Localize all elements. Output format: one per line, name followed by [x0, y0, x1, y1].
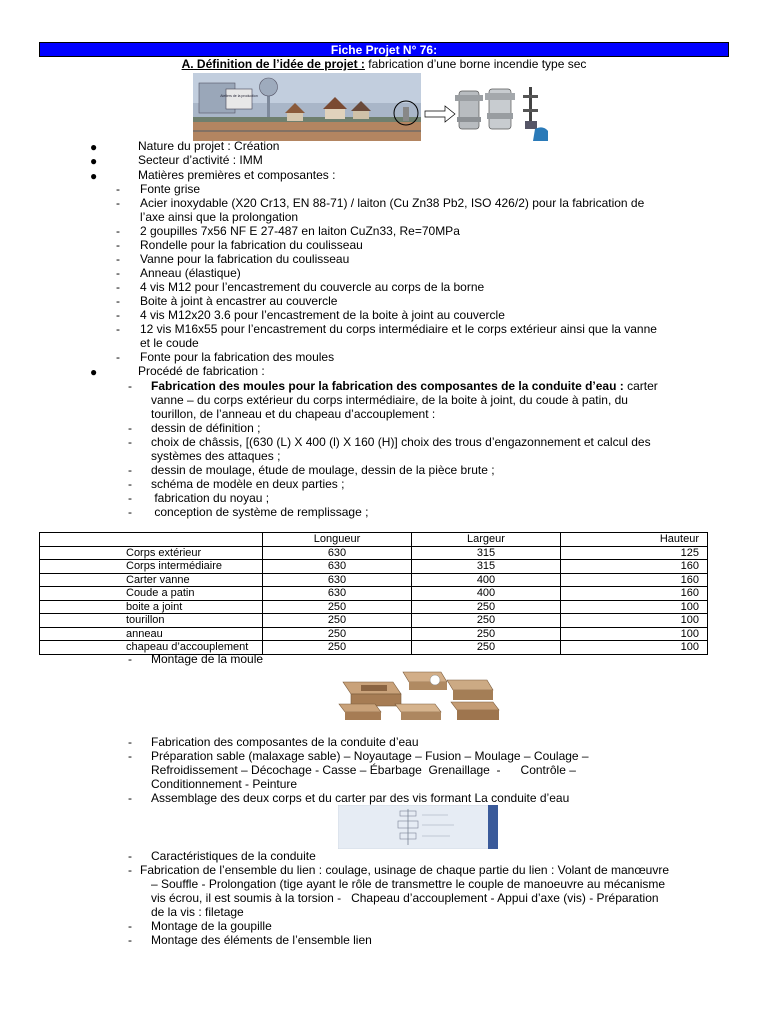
table-cell: 250 — [263, 627, 412, 641]
list-item: systèmes des attaques ; — [151, 449, 281, 463]
table-cell: boite a joint — [40, 600, 263, 614]
table-cell: 250 — [263, 600, 412, 614]
dash-marker: - — [128, 463, 132, 477]
list-item: Préparation sable (malaxage sable) – Noyautage – Fusion – Moulage – Coulage – — [151, 749, 589, 763]
dash-marker: - — [128, 491, 132, 505]
list-item: conception de système de remplissage ; — [151, 505, 369, 519]
dash-marker: - — [116, 266, 120, 280]
list-item: Vanne pour la fabrication du coulisseau — [140, 252, 350, 266]
table-cell: 400 — [412, 573, 561, 587]
list-item: schéma de modèle en deux parties ; — [151, 477, 345, 491]
list-item: Matières premières et composantes : — [138, 168, 336, 182]
mould-illustration — [335, 664, 503, 722]
table-header — [40, 533, 263, 547]
table-row — [40, 587, 708, 601]
table-cell: 630 — [263, 546, 412, 560]
list-item: Refroidissement – Décochage - Casse – Ébarbage Grenaillage - Contrôle – — [151, 763, 576, 777]
dash-marker: - — [116, 224, 120, 238]
table-cell: 630 — [263, 573, 412, 587]
table-cell: 100 — [561, 627, 708, 641]
list-item: Montage des éléments de l’ensemble lien — [151, 933, 372, 947]
table-row — [40, 560, 708, 574]
dash-marker: - — [116, 182, 120, 196]
bullet-marker: ● — [90, 154, 98, 168]
list-item: fabrication du noyau ; — [151, 491, 270, 505]
table-cell: 250 — [412, 614, 561, 628]
page-title: Fiche Projet N° 76: — [39, 42, 729, 57]
table-cell: 160 — [561, 573, 708, 587]
table-cell: 100 — [561, 600, 708, 614]
table-cell: 100 — [561, 641, 708, 655]
dash-marker: - — [128, 919, 132, 933]
table-cell: 400 — [412, 587, 561, 601]
table-cell: 630 — [263, 560, 412, 574]
list-item: Montage de la moule — [151, 652, 264, 666]
list-item: Fonte pour la fabrication des moules — [140, 350, 335, 364]
list-item: et le coude — [140, 336, 199, 350]
list-item: choix de châssis, [(630 (L) X 400 (l) X 160 (H)] choix des trous d’engazonnement et calcul des — [151, 435, 651, 449]
bullet-marker: ● — [90, 169, 98, 183]
list-item: Caractéristiques de la conduite — [151, 849, 316, 863]
assembly-drawing — [338, 805, 498, 849]
list-item: Boite à joint à encastrer au couvercle — [140, 294, 338, 308]
table-cell: chapeau d’accouplement — [40, 641, 263, 655]
dash-marker: - — [116, 280, 120, 294]
list-item: – Souffle - Prolongation (tige ayant le rôle de transmettre le couple de manoeuvre au mécanisme — [151, 877, 666, 891]
dash-marker: - — [116, 294, 120, 308]
list-item: Nature du projet : Création — [138, 139, 280, 153]
table-row — [40, 614, 708, 628]
list-item: Secteur d’activité : IMM — [138, 153, 263, 167]
list-item: 2 goupilles 7x56 NF E 27-487 en laiton CuZn33, Re=70MPa — [140, 224, 460, 238]
borne-illustration — [193, 73, 548, 141]
table-cell: 315 — [412, 560, 561, 574]
list-item: l’axe ainsi que la prolongation — [140, 210, 299, 224]
list-item: Assemblage des deux corps et du carter par des vis formant La conduite d’eau — [151, 791, 570, 805]
table-cell: 160 — [561, 560, 708, 574]
list-item: dessin de définition ; — [151, 421, 261, 435]
list-item: vanne – du corps extérieur du corps intermédiaire, de la boite à joint, du coude à patin, du — [151, 393, 628, 407]
table-cell: Coude a patin — [40, 587, 263, 601]
process-lead-rest: carter — [623, 379, 658, 393]
list-item: Acier inoxydable (X20 Cr13, EN 88-71) / laiton (Cu Zn38 Pb2, ISO 426/2) pour la fabrication de — [140, 196, 645, 210]
list-item: Fabrication des composantes de la conduite d’eau — [151, 735, 419, 749]
dash-marker: - — [116, 252, 120, 266]
dash-marker: - — [128, 435, 132, 449]
list-item: Procédé de fabrication : — [138, 364, 265, 378]
dash-marker: - — [128, 477, 132, 491]
table-row — [40, 627, 708, 641]
dash-marker: - — [116, 322, 120, 336]
list-item: dessin de moulage, étude de moulage, dessin de la pièce brute ; — [151, 463, 495, 477]
table-cell: 160 — [561, 587, 708, 601]
table-cell: Corps intermédiaire — [40, 560, 263, 574]
list-item: vis écrou, il est soumis à la torsion - Chapeau d’accouplement - Appui d’axe (vis) - Préparation — [151, 891, 659, 905]
bullet-marker: ● — [90, 140, 98, 154]
dash-marker: - — [128, 863, 132, 877]
list-item: Montage de la goupille — [151, 919, 272, 933]
process-lead — [151, 380, 658, 394]
dash-marker: - — [128, 505, 132, 519]
table-header-row — [40, 533, 708, 547]
dash-marker: - — [128, 379, 132, 393]
table-cell: anneau — [40, 627, 263, 641]
table-cell: 125 — [561, 546, 708, 560]
heading-label: A. Définition de l’idée de projet : — [181, 57, 365, 71]
dimensions-table — [39, 532, 708, 655]
dash-marker: - — [128, 933, 132, 947]
table-row — [40, 546, 708, 560]
list-item: Anneau (élastique) — [140, 266, 241, 280]
dash-marker: - — [116, 238, 120, 252]
heading-text: fabrication d’une borne incendie type sec — [364, 57, 587, 71]
process-lead-bold: Fabrication des moules pour la fabrication des composantes de la conduite d’eau : — [151, 379, 624, 393]
list-item: 12 vis M16x55 pour l’encastrement du corps intermédiaire et le corps extérieur ainsi que la vanne — [140, 322, 657, 336]
list-item: Rondelle pour la fabrication du coulisseau — [140, 238, 363, 252]
dash-marker: - — [128, 421, 132, 435]
section-heading — [0, 58, 768, 72]
table-cell: Corps extérieur — [40, 546, 263, 560]
dash-marker: - — [116, 196, 120, 210]
dash-marker: - — [116, 350, 120, 364]
table-cell: 630 — [263, 587, 412, 601]
sign-text: Ateliers de la production — [220, 94, 258, 98]
table-row — [40, 600, 708, 614]
table-cell: Carter vanne — [40, 573, 263, 587]
table-cell: 315 — [412, 546, 561, 560]
table-header: Hauteur — [561, 533, 708, 547]
table-cell: 250 — [412, 600, 561, 614]
table-header: Longueur — [263, 533, 412, 547]
list-item: Fabrication de l’ensemble du lien : coulage, usinage de chaque partie du lien : Volant de manœuvre — [140, 863, 670, 877]
table-cell: 250 — [263, 614, 412, 628]
dash-marker: - — [128, 735, 132, 749]
table-row — [40, 573, 708, 587]
dash-marker: - — [128, 791, 132, 805]
list-item: de la vis : filetage — [151, 905, 244, 919]
dash-marker: - — [128, 849, 132, 863]
dash-marker: - — [116, 308, 120, 322]
bullet-marker: ● — [90, 365, 98, 379]
list-item: Conditionnement - Peinture — [151, 777, 298, 791]
table-cell: 100 — [561, 614, 708, 628]
dash-marker: - — [128, 652, 132, 666]
table-cell: 250 — [412, 627, 561, 641]
list-item: Fonte grise — [140, 182, 201, 196]
table-row — [40, 641, 708, 655]
table-cell: 250 — [263, 641, 412, 655]
table-cell: 250 — [412, 641, 561, 655]
list-item: tourillon, de l’anneau et du chapeau d’accouplement : — [151, 407, 436, 421]
list-item: 4 vis M12 pour l’encastrement du couvercle au corps de la borne — [140, 280, 485, 294]
dash-marker: - — [128, 749, 132, 763]
list-item: 4 vis M12x20 3.6 pour l’encastrement de la boite à joint au couvercle — [140, 308, 505, 322]
table-cell: tourillon — [40, 614, 263, 628]
table-header: Largeur — [412, 533, 561, 547]
